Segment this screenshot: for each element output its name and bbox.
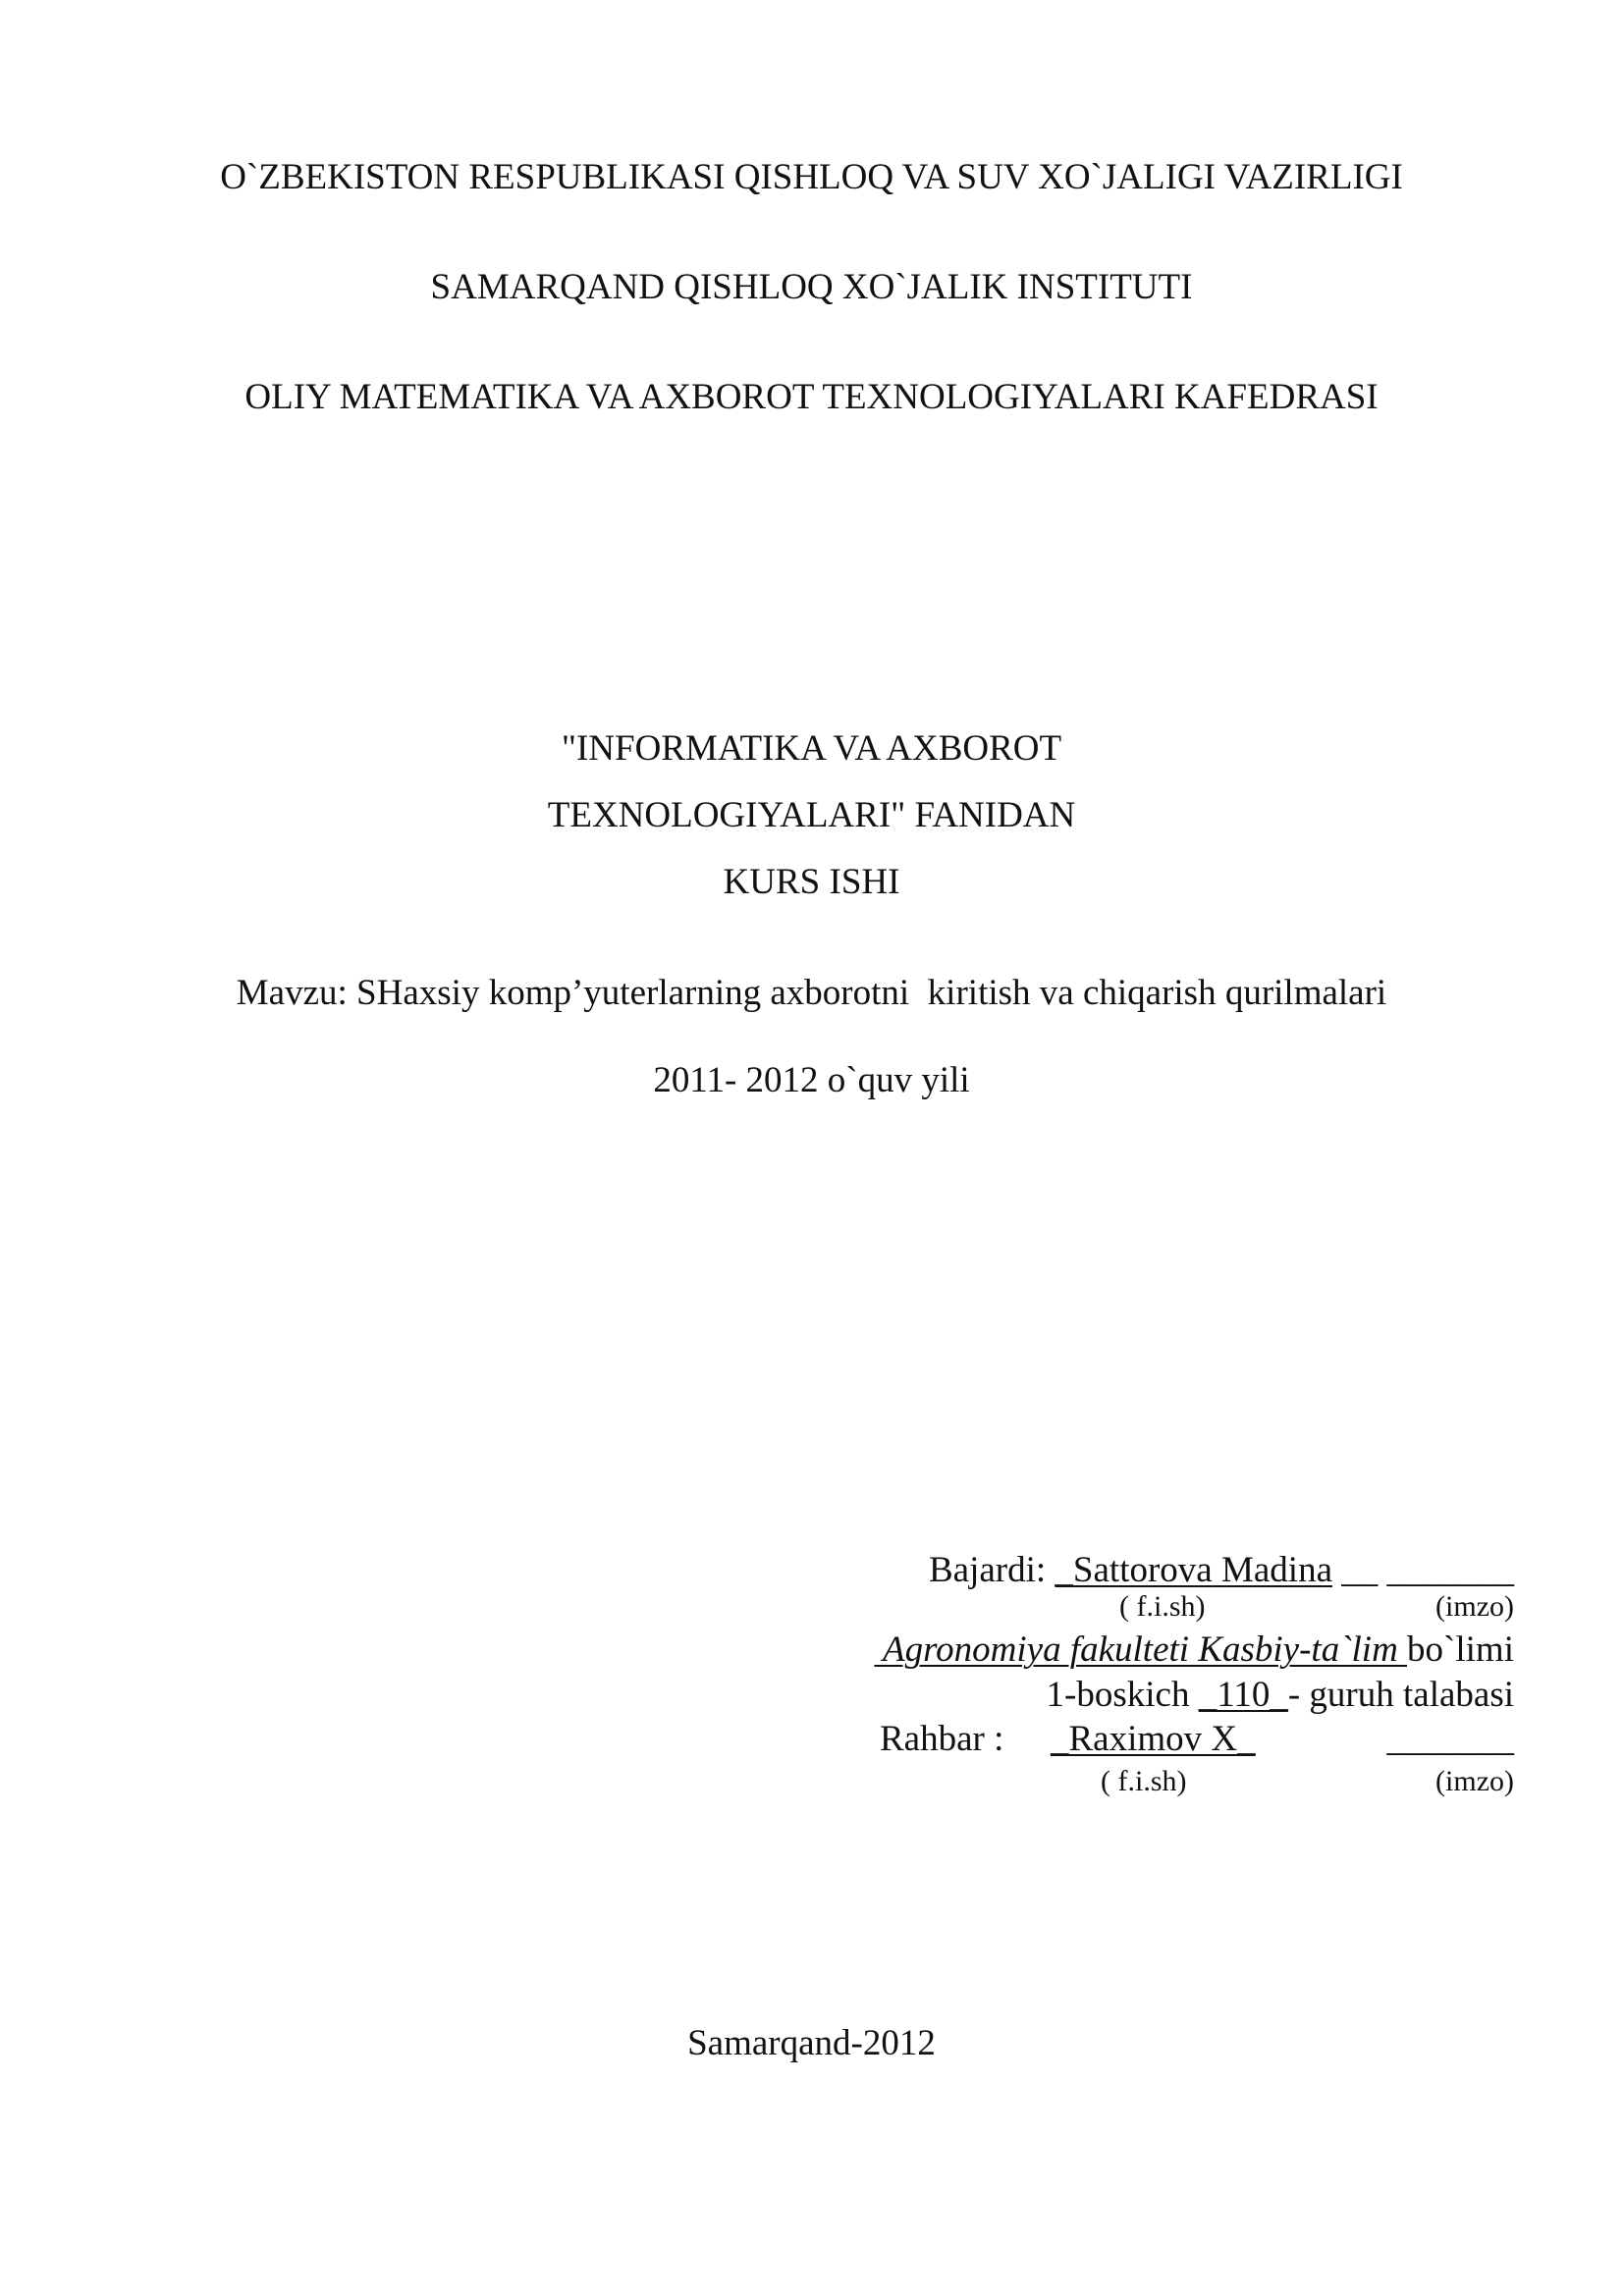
course-title-line-3: KURS ISHI (723, 862, 900, 902)
city-year: Samarqand-2012 (687, 2023, 936, 2063)
ministry-title: O`ZBEKISTON RESPUBLIKASI QISHLOQ VA SUV XO`JALIGI VAZIRLIGI (220, 157, 1403, 197)
institute-title: SAMARQAND QISHLOQ XO`JALIK INSTITUTI (430, 267, 1193, 307)
fish-label-1: ( f.i.sh) (1119, 1590, 1206, 1623)
course-prefix: 1-boskich (1046, 1675, 1199, 1715)
faculty-suffix: bo`limi (1407, 1629, 1514, 1670)
department-title: OLIY MATEMATIKA VA AXBOROT TEXNOLOGIYALARI KAFEDRASI (244, 377, 1379, 417)
group-number: _110_ (1198, 1675, 1288, 1715)
academic-year: 2011- 2012 o`quv yili (653, 1060, 970, 1100)
faculty-name: Agronomiya fakulteti Kasbiy-ta`lim (874, 1629, 1408, 1670)
fish-label-2: ( f.i.sh) (1101, 1765, 1187, 1797)
course-title-line-1: "INFORMATIKA VA AXBOROT (561, 728, 1062, 769)
topic: Mavzu: SHaxsiy komp’yuterlarning axborotni kiritish va chiqarish qurilmalari (236, 973, 1387, 1013)
performer-signature-line: __ _______ (1332, 1550, 1514, 1590)
performer-name: _Sattorova Madina (1055, 1550, 1332, 1590)
supervisor-name: _Raximov X_ (1051, 1719, 1256, 1759)
imzo-label-2: (imzo) (1435, 1765, 1514, 1797)
performer-line (929, 1552, 1514, 1588)
course-title-line-2: TEXNOLOGIYALARI" FANIDAN (547, 795, 1076, 835)
supervisor-signature-line: _______ (1386, 1719, 1514, 1759)
course-group-line (1047, 1677, 1514, 1713)
course-suffix: - guruh talabasi (1287, 1675, 1514, 1715)
faculty-line (874, 1631, 1514, 1668)
imzo-label-1: (imzo) (1435, 1590, 1514, 1623)
supervisor-label: Rahbar : (880, 1719, 1004, 1759)
performer-label: Bajardi: (928, 1550, 1055, 1590)
